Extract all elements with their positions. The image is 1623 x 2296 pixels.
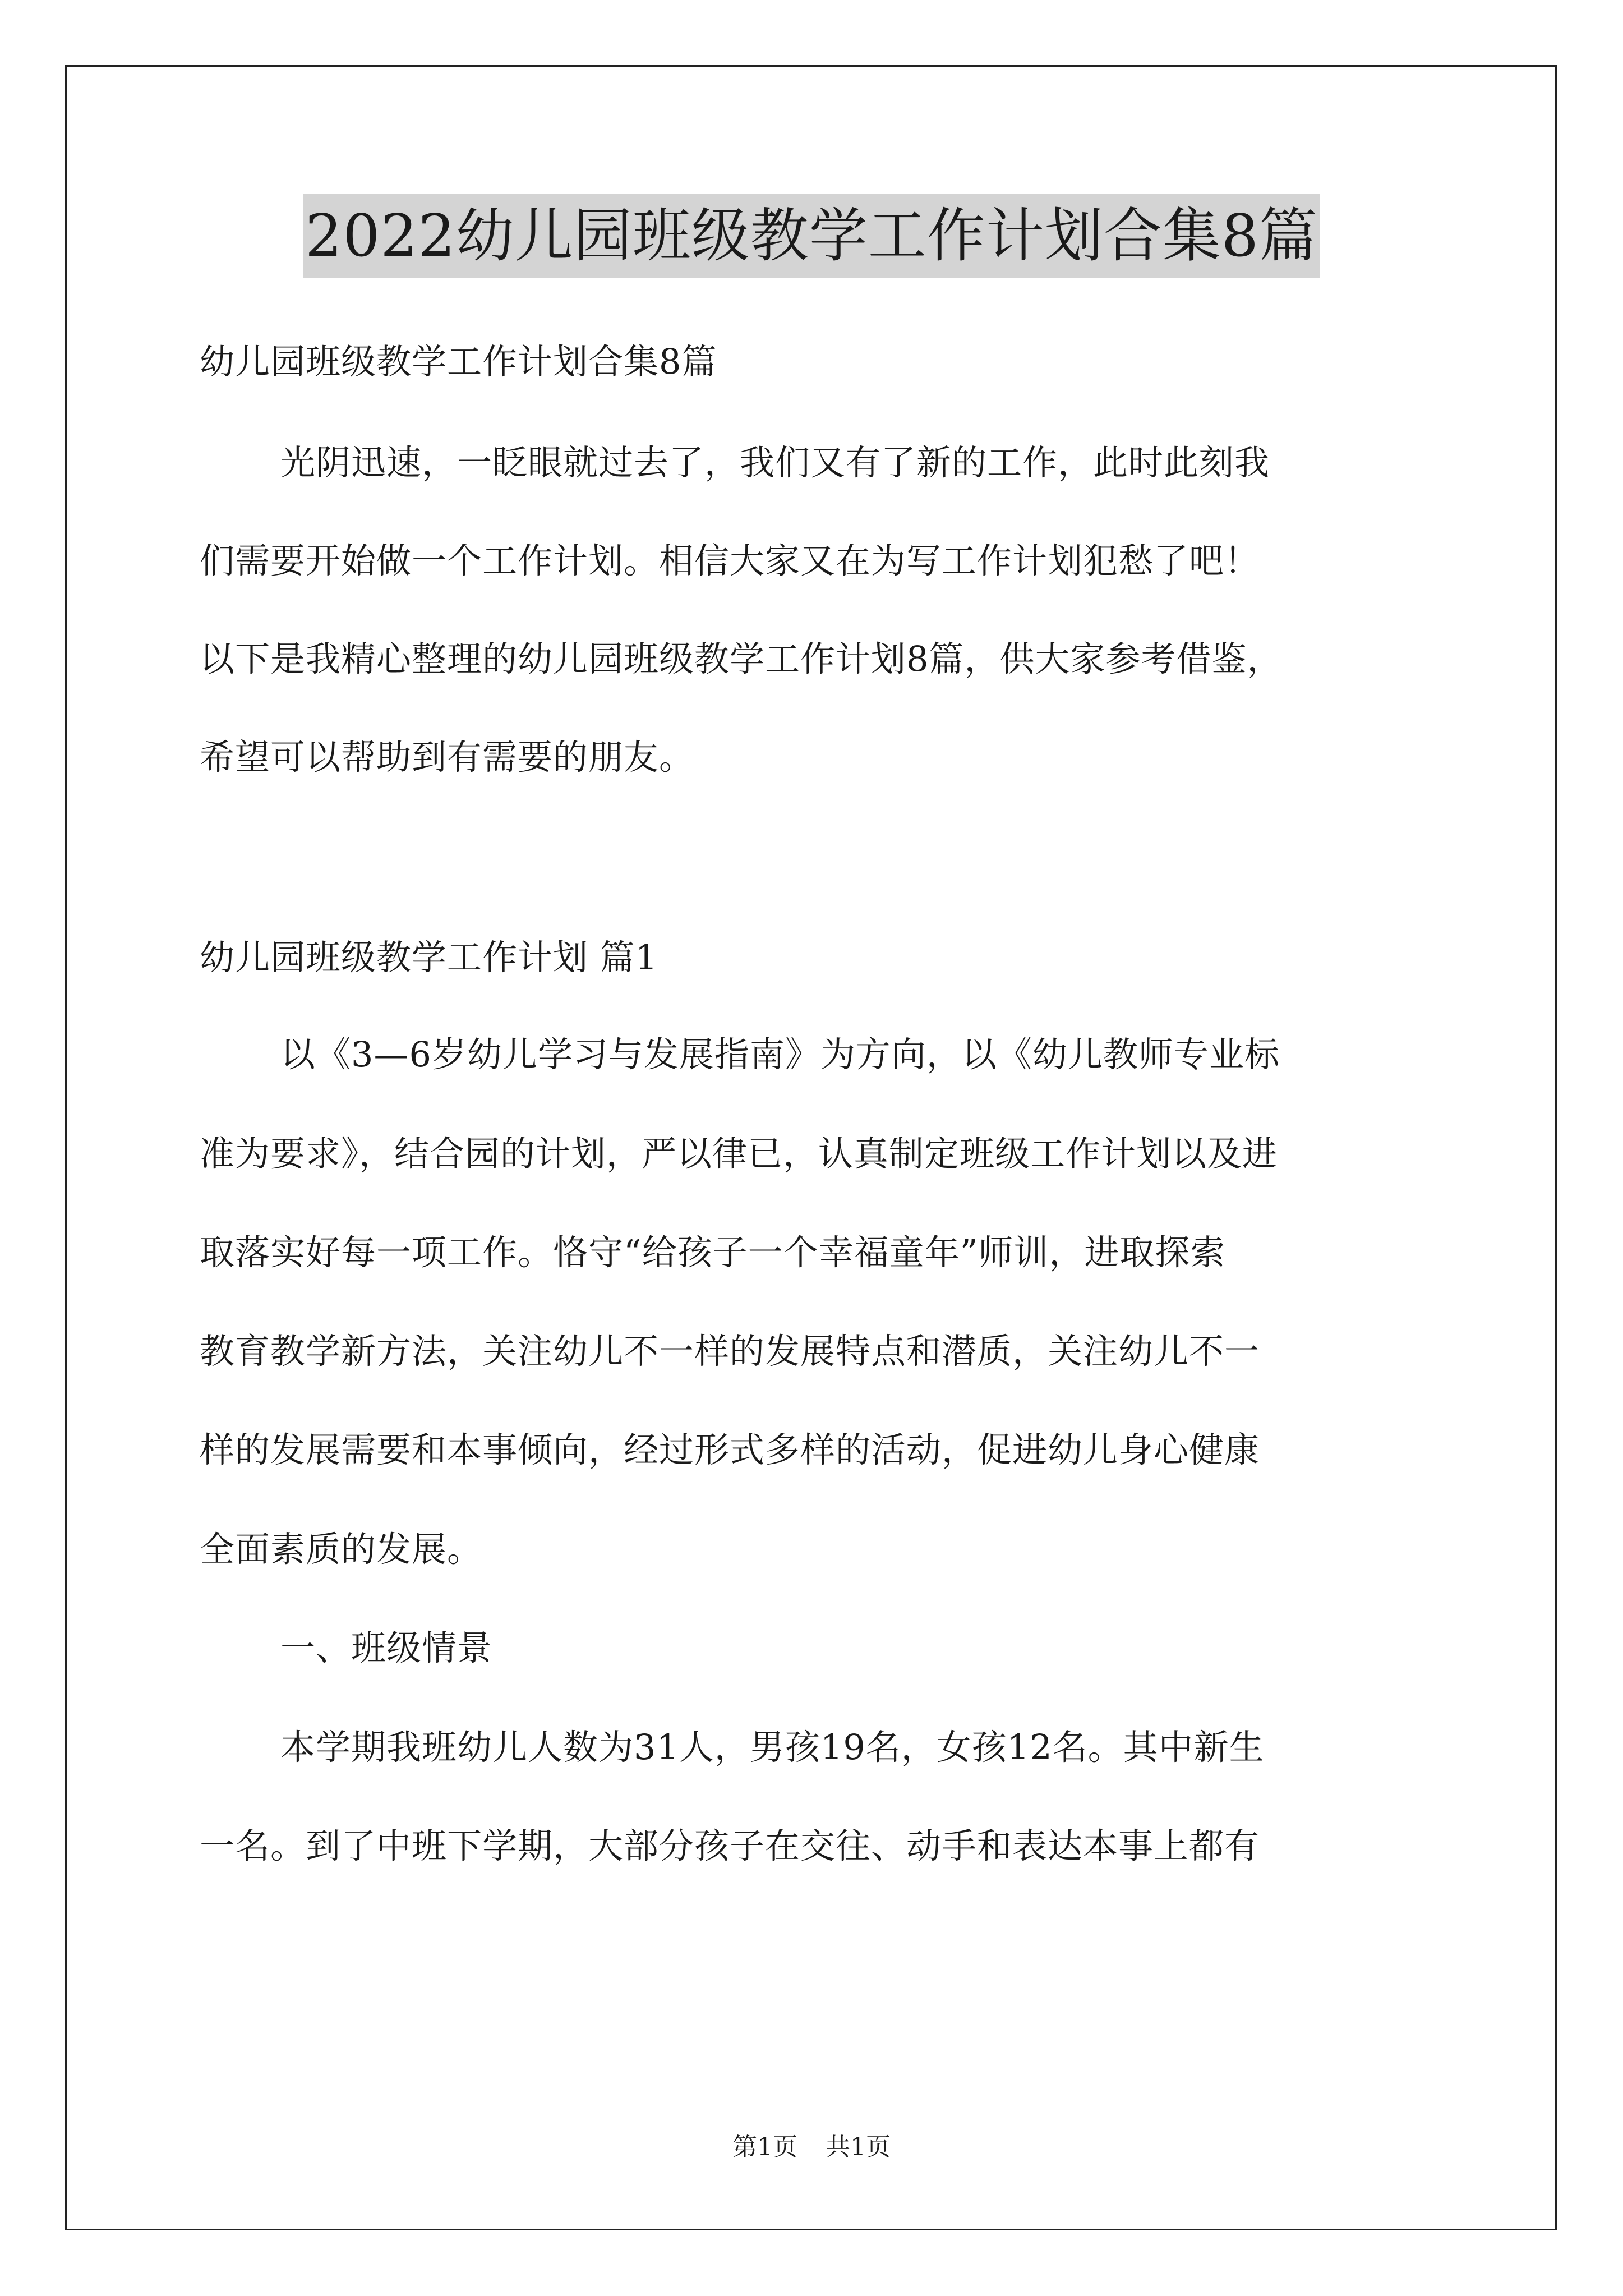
section-line-4: 教育教学新方法，关注幼儿不一样的发展特点和潜质，关注幼儿不一 xyxy=(200,1331,1260,1372)
section-line-1: 以《3—6岁幼儿学习与发展指南》为方向，以《幼儿教师专业标 xyxy=(280,1034,1280,1075)
document-subtitle: 幼儿园班级教学工作计划合集8篇 xyxy=(200,341,717,382)
title-container xyxy=(0,194,1623,278)
section-heading: 幼儿园班级教学工作计划 篇1 xyxy=(200,937,658,978)
subheading: 一、班级情景 xyxy=(280,1627,493,1668)
intro-line-1: 光阴迅速，一眨眼就过去了，我们又有了新的工作，此时此刻我 xyxy=(280,442,1270,483)
class-line-1: 本学期我班幼儿人数为31人，男孩19名，女孩12名。其中新生 xyxy=(280,1727,1265,1768)
section-line-2: 准为要求》，结合园的计划，严以律已，认真制定班级工作计划以及进 xyxy=(200,1133,1278,1174)
section-line-3: 取落实好每一项工作。恪守“给孩子一个幸福童年”师训，进取探索 xyxy=(200,1232,1226,1273)
intro-line-2: 们需要开始做一个工作计划。相信大家又在为写工作计划犯愁了吧！ xyxy=(200,540,1260,581)
page-footer xyxy=(0,2131,1623,2164)
section-line-5: 样的发展需要和本事倾向，经过形式多样的活动，促进幼儿身心健康 xyxy=(200,1429,1260,1470)
class-line-2: 一名。到了中班下学期，大部分孩子在交往、动手和表达本事上都有 xyxy=(200,1825,1260,1866)
document-title: 2022幼儿园班级教学工作计划合集8篇 xyxy=(303,194,1320,278)
intro-line-4: 希望可以帮助到有需要的朋友。 xyxy=(200,737,695,777)
intro-line-3: 以下是我精心整理的幼儿园班级教学工作计划8篇，供大家参考借鉴， xyxy=(200,638,1283,679)
total-pages: 共1页 xyxy=(826,2133,891,2161)
section-line-6: 全面素质的发展。 xyxy=(200,1529,483,1570)
page-number: 第1页 xyxy=(732,2133,797,2161)
